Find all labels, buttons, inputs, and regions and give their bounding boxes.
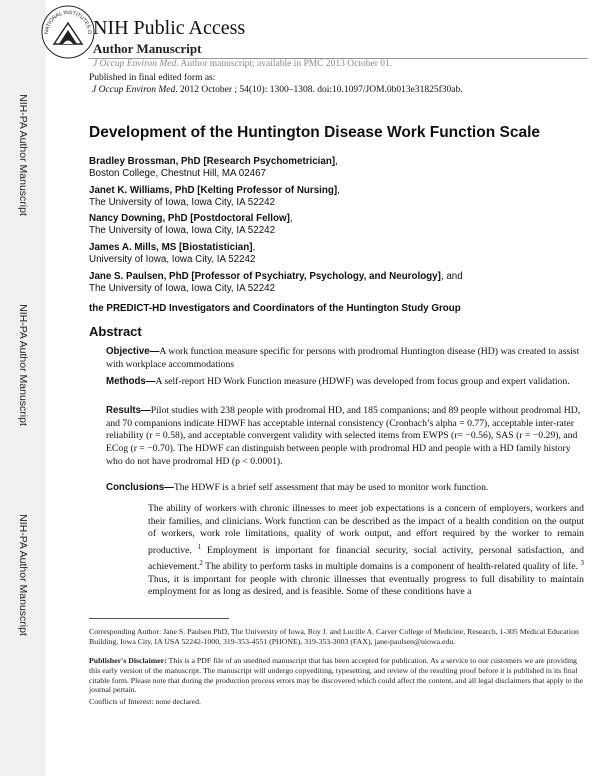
author-entry <box>89 156 589 180</box>
body-paragraph <box>148 503 584 599</box>
publication-journal: J Occup Environ Med <box>92 85 176 95</box>
body-text: Thus, it is important for people with chronic illnesses that eventually progress to full disability to maintain employment for as long as desired, and is feasible. Some of these conditions have a <box>148 573 584 598</box>
footnote-corresponding: Corresponding Author: Jane S. Paulsen PhD, The University of Iowa, Roy J. and Lucille A. Carver College of Medicine, Research, 1-305 Medical Education Building, Iowa City, IA USA 52242-1000, 319-353-4551 (PHONE), 319-353-3003 (FAX), jane-paulsen@uiowa.edu. <box>89 627 579 646</box>
disclaimer-text: This is a PDF file of an unedited manuscript that has been accepted for publication. As a service to our customers we are providing this early version of the manuscript. The manuscript will undergo copyediting, typesetting, and review of the resulting proof before it is published in its final citable form. Please note that during the production process errors may be discovered which could affect the content, and all legal disclaimers that apply to the journal pertain. <box>89 656 584 695</box>
sidebar-label-bottom: NIH-PA Author Manuscript <box>17 514 29 636</box>
published-label: Published in final edited form as: <box>89 73 216 83</box>
svg-text:NATIONAL INSTITUTES OF HEALTH: NATIONAL INSTITUTES O <box>43 9 93 35</box>
header-journal: J Occup Environ Med <box>93 59 177 69</box>
article-title: Development of the Huntington Disease Work Function Scale <box>89 124 540 141</box>
author-affiliation: University of Iowa, Iowa City, IA 52242 <box>89 254 256 265</box>
study-group-name: the PREDICT-HD Investigators and Coordinators of the Huntington Study Group <box>89 303 461 314</box>
header-title: NIH Public Access <box>93 17 246 39</box>
author-affiliation: Boston College, Chestnut Hill, MA 02467 <box>89 168 266 179</box>
author-entry <box>89 242 589 266</box>
methods-label: Methods— <box>106 376 156 387</box>
body-text: The ability of workers with chronic illnesses to meet job expectations is a concern of employers, workers and their families, and clinicians. Work function can be described as the impact of a health condition on the output of workers, work role limitations, quality of work output, and effort required by the worker to remain productive. <box>148 503 584 556</box>
author-name: James A. Mills, MS [Biostatistician] <box>89 242 253 253</box>
conclusions-label: Conclusions— <box>106 482 174 493</box>
sidebar-label-middle: NIH-PA Author Manuscript <box>17 304 29 426</box>
results-label: Results— <box>106 405 151 416</box>
abstract-methods <box>106 376 584 389</box>
methods-text: A self-report HD Work Function measure (HDWF) was developed from focus group and expert validation. <box>155 376 570 387</box>
reference-link[interactable]: 2 <box>199 559 203 568</box>
publication-citation-text: . 2012 October ; 54(10): 1300–1308. doi:10.1097/JOM.0b013e31825f30ab. <box>175 85 463 95</box>
reference-link[interactable]: 3 <box>580 559 584 568</box>
results-text: Pilot studies with 238 people with prodromal HD, and 185 companions; and 89 people without prodromal HD, and 70 companions indicate HDWF has acceptable internal consistency (Cronbach’s alpha = 0.77), acceptable inter-rater reliability (r = 0.58), and acceptable convergent validity with selected items from EWPS (r= −0.56), SAS (r = −0.29), and ECog (r = −0.70). The HDWF can distinguish between people with prodromal HD and people with a HD family history who do not have prodromal HD (p < 0.0001). <box>106 405 581 467</box>
body-text: Employment is important for financial security, social activity, personal satisfaction, and achievement. <box>148 544 584 573</box>
footnote-divider <box>89 618 229 619</box>
disclaimer-label: Publisher's Disclaimer: <box>89 656 167 665</box>
header-citation <box>93 59 392 69</box>
author-name: Nancy Downing, PhD [Postdoctoral Fellow] <box>89 213 290 224</box>
reference-link[interactable]: 1 <box>197 542 202 551</box>
author-name: Jane S. Paulsen, PhD [Professor of Psychiatry, Psychology, and Neurology] <box>89 271 441 282</box>
conclusions-text: The HDWF is a brief self assessment that may be used to monitor work function. <box>173 482 489 493</box>
author-entry <box>89 185 589 209</box>
author-affiliation: The University of Iowa, Iowa City, IA 52242 <box>89 225 276 236</box>
header-subtitle: Author Manuscript <box>93 41 202 56</box>
author-suffix: , <box>252 242 256 253</box>
footnote-conflicts: Conflicts of Interest: none declared. <box>89 697 201 706</box>
abstract-conclusions <box>106 482 584 495</box>
author-suffix: , <box>335 156 338 167</box>
objective-text: A work function measure specific for persons with prodromal Huntington disease (HD) was created to assist with workplace accommodations <box>106 346 580 370</box>
author-name: Bradley Brossman, PhD [Research Psychometrician] <box>89 156 336 167</box>
footnote-disclaimer <box>89 656 584 695</box>
study-group <box>89 303 589 315</box>
author-entry <box>89 213 589 237</box>
author-suffix: , and <box>440 271 463 282</box>
publication-citation <box>92 85 463 95</box>
objective-label: Objective— <box>106 346 160 357</box>
author-name: Janet K. Williams, PhD [Kelting Professor of Nursing] <box>89 185 338 196</box>
author-entry <box>89 271 589 295</box>
abstract-objective <box>106 346 584 371</box>
sidebar-label-top: NIH-PA Author Manuscript <box>17 94 29 216</box>
author-suffix: , <box>337 185 340 196</box>
body-text: The ability to perform tasks in multiple domains is a component of health-related quality of life. <box>202 561 581 573</box>
author-suffix: , <box>289 213 293 224</box>
author-affiliation: The University of Iowa, Iowa City, IA 52242 <box>89 197 276 208</box>
nih-seal-logo <box>40 4 96 60</box>
author-affiliation: The University of Iowa, Iowa City, IA 52242 <box>89 283 276 294</box>
header-availability: . Author manuscript; available in PMC 2013 October 01. <box>176 59 393 69</box>
abstract-results <box>106 405 584 469</box>
abstract-heading: Abstract <box>89 324 142 339</box>
